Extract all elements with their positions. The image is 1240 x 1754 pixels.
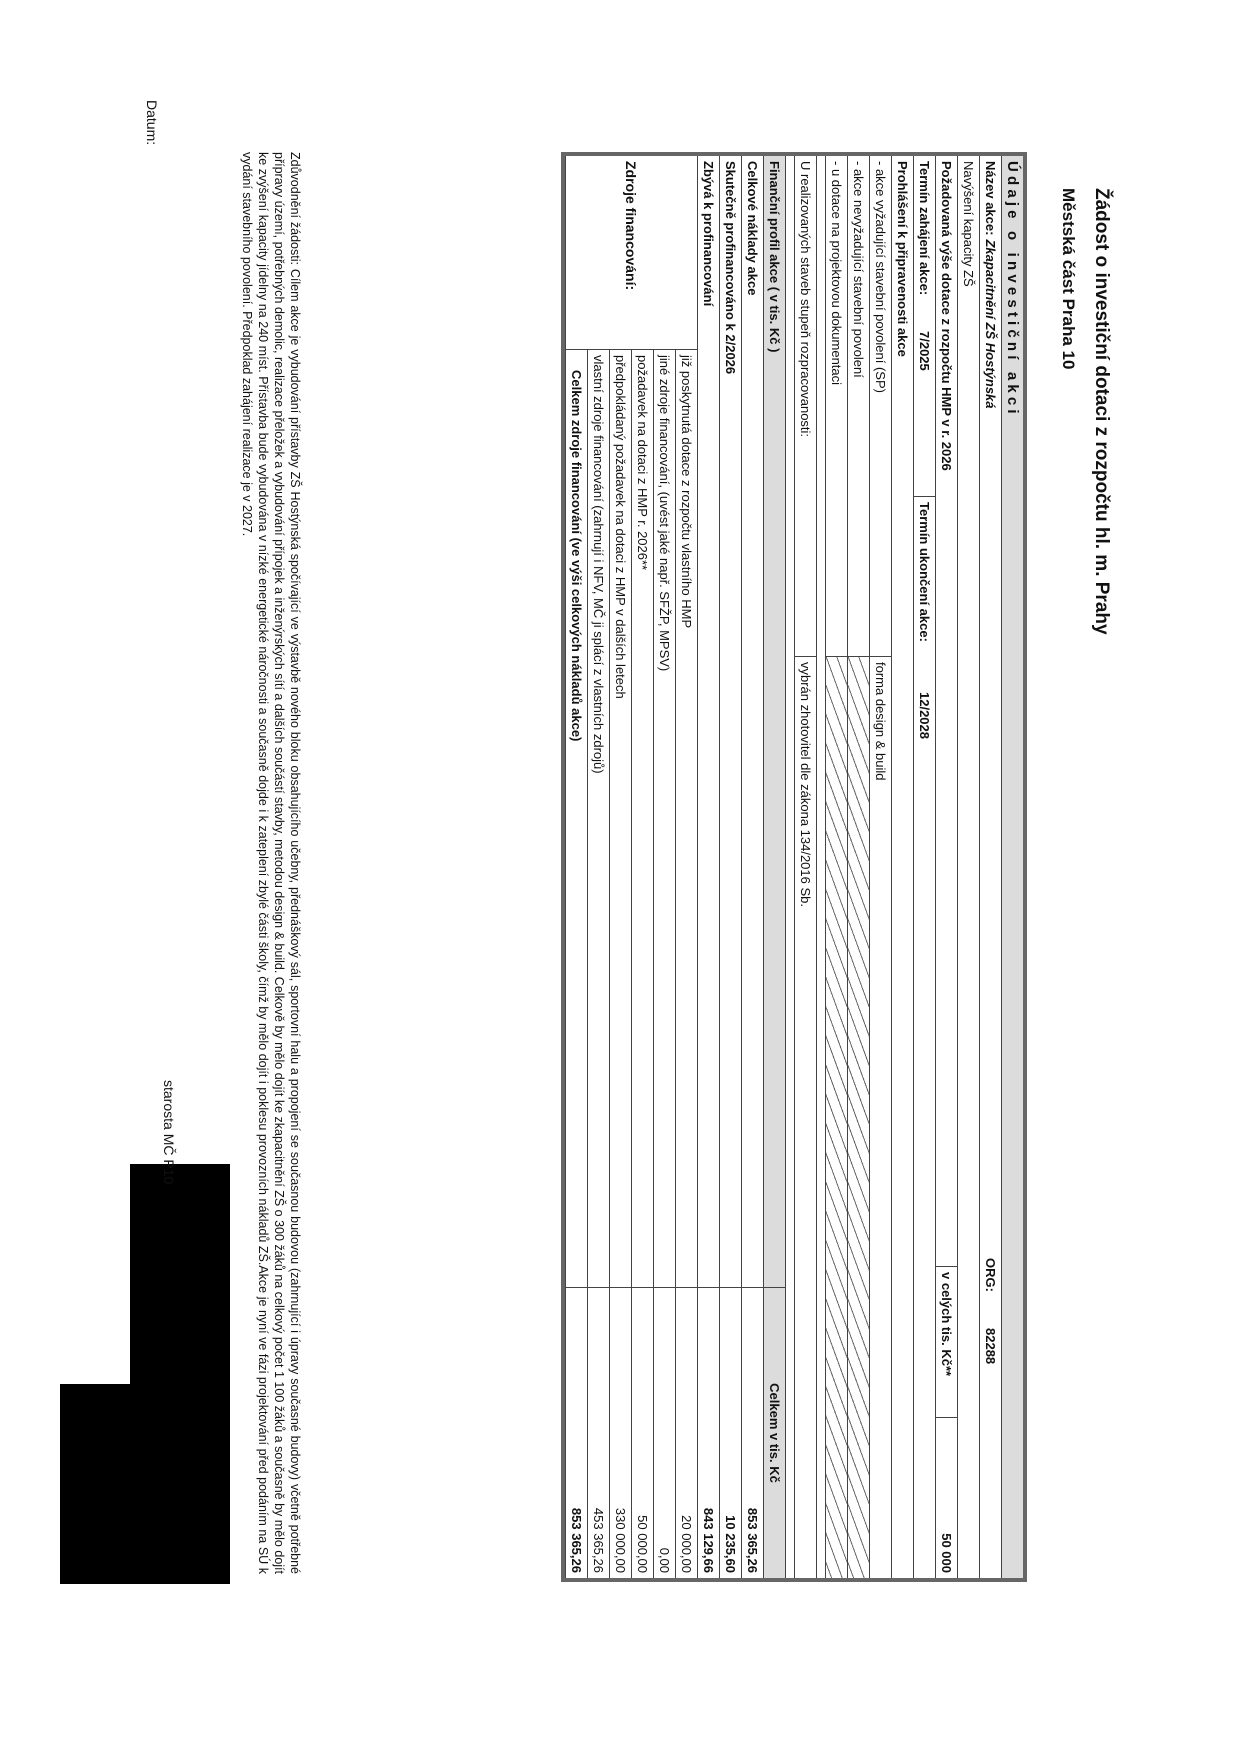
termin-start-value: 7/2025 [917,331,932,371]
sources-total-value: 853 365,26 [566,1287,587,1578]
source-label: předpokládaný požadavek na dotaci z HMP v dalších letech [613,355,628,699]
source-value: 0,00 [654,1287,675,1578]
source-row [631,350,653,1578]
document-subtitle: Městská část Praha 10 [1059,188,1078,370]
sources-total-row [566,350,587,1578]
pripravenost-sp-label: - akce vyžadující stavební povolení (SP) [873,161,888,393]
pripravenost-pd-value [826,656,847,1578]
sources-list [566,350,697,1578]
finance-row-label: Skutečně profinancováno k 2/2026 [723,161,738,375]
termin-row [913,156,935,1578]
redacted-signature-block [130,1164,230,1584]
akce-subname: Navýšení kapacity ZŠ [961,161,976,287]
justification-text: Zdůvodnění žádosti: Cílem akce je vybudování přístavby ZŠ Hostýnská spočívající ve výstavbě nového bloku obsahujícího učebny, přednáškový sál, sportovní halu a propojení se současnou budovou (zahrnující i úpravy současné budovy) včetně potřebné přípravy území, potřebných demolic, realizace přeložek a vybudování přípojek a inženýrských sítí a dalších součástí stavby, metodou design & build. Celkově by mělo dojít ke zkapacitnění ZŠ o 300 žáků na celkový počet 1 100 žáků a současně by mělo dojít ke zvýšení kapacity jídelny na 240 míst. Přístavba bude vybudována v nízké energetické náročnosti a současně dojde i k zateplení zbylé části školy, čímž by mělo dojít i poklesu provozních nákladů ZŠ.Akce je nyní ve fázi projektování před podáním na SÚ k vydání stavebního povolení. Předpoklad zahájení realizace je v 2027. [240,152,302,1574]
finance-row-value: 10 235,60 [720,1287,741,1578]
finance-row-value: 843 129,66 [698,1287,719,1578]
source-label: jiné zdroje financování, (uvést jaké např. SFŽP, MPSV) [657,355,672,672]
akce-name-label: Název akce: [983,161,998,236]
finance-row-label: Zbývá k profinancování [701,161,716,307]
pozadovana-value: 50 000 [936,1417,957,1578]
realizovane-label: U realizovaných staveb stupeň rozpracovanosti: [798,161,813,438]
source-value: 50 000,00 [632,1287,653,1578]
spacer-row-2 [785,156,794,1578]
finance-row-celkove [741,156,763,1578]
finance-header-total: Celkem v tis. Kč [764,1287,785,1578]
section-header-row [1001,156,1023,1578]
section-header: Ú d a j e o i n v e s t i č n í a k c i [1004,161,1021,414]
termin-end-label: Termín ukončení akce: [914,496,935,687]
realizovane-value: vybrán zhotovitel dle zákona 134/2016 Sb. [795,656,816,1578]
pripravenost-pd-row [825,156,847,1578]
source-label: vlastní zdroje financování (zahrnují i NFV, MČ ji splácí z vlastních zdrojů) [591,355,606,774]
termin-end-value: 12/2028 [917,692,932,739]
pozadovana-unit: v celých tis. Kč** [936,1266,957,1417]
finance-row-profinancovano [719,156,741,1578]
akce-name-value: Zkapacitnění ZŠ Hostýnská [983,239,998,409]
pripravenost-label: Prohlášení k připravenosti akce [895,161,910,357]
sources-total-label: Celkem zdroje financování (ve výši celkových nákladů akce) [569,370,584,742]
source-row [609,350,631,1578]
org-label: ORG: [983,1258,998,1292]
source-value: 20 000,00 [676,1287,697,1578]
pozadovana-label: Požadovaná výše dotace z rozpočtu HMP v r. 2026 [939,161,954,471]
source-value: 330 000,00 [610,1287,631,1578]
source-value: 453 365,26 [588,1287,609,1578]
redacted-stamp-block [60,1384,130,1584]
source-label: požadavek na dotaci z HMP r. 2026** [635,355,650,571]
finance-header-label: Finanční profil akce ( v tis. Kč ) [767,161,782,353]
document-title: Žádost o investiční dotaci z rozpočtu hl. m. Prahy [1091,188,1112,635]
sources-label: Zdroje financování: [566,156,697,350]
pripravenost-nesp-label: - akce nevyžadující stavební povolení [851,161,866,378]
pripravenost-nesp-value [848,656,869,1578]
pozadovana-row [935,156,957,1578]
sources-block [565,156,697,1578]
spacer-row [816,156,825,1578]
signature-label: starosta MČ P10 [161,1080,177,1185]
termin-start-label: Termín zahájení akce: [917,161,932,296]
source-row [653,350,675,1578]
application-form-table [561,152,1027,1582]
source-row [587,350,609,1578]
pripravenost-sp-value: forma design & build [870,656,891,1578]
akce-subname-row [957,156,979,1578]
realizovane-row [794,156,816,1578]
source-row [675,350,697,1578]
source-label: již poskytnutá dotace z rozpočtu vlastního HMP [679,355,694,629]
pripravenost-sp-row [869,156,891,1578]
pripravenost-pd-label: - u dotace na projektovou dokumentaci [829,161,844,386]
akce-name-row [979,156,1001,1578]
finance-row-label: Celkové náklady akce [745,161,760,296]
finance-header-row [763,156,785,1578]
datum-label: Datum: [144,100,160,146]
pripravenost-header-row [891,156,913,1578]
pripravenost-nesp-row [847,156,869,1578]
org-value: 82288 [983,1328,998,1365]
finance-row-zbyva [697,156,719,1578]
finance-row-value: 853 365,26 [742,1287,763,1578]
